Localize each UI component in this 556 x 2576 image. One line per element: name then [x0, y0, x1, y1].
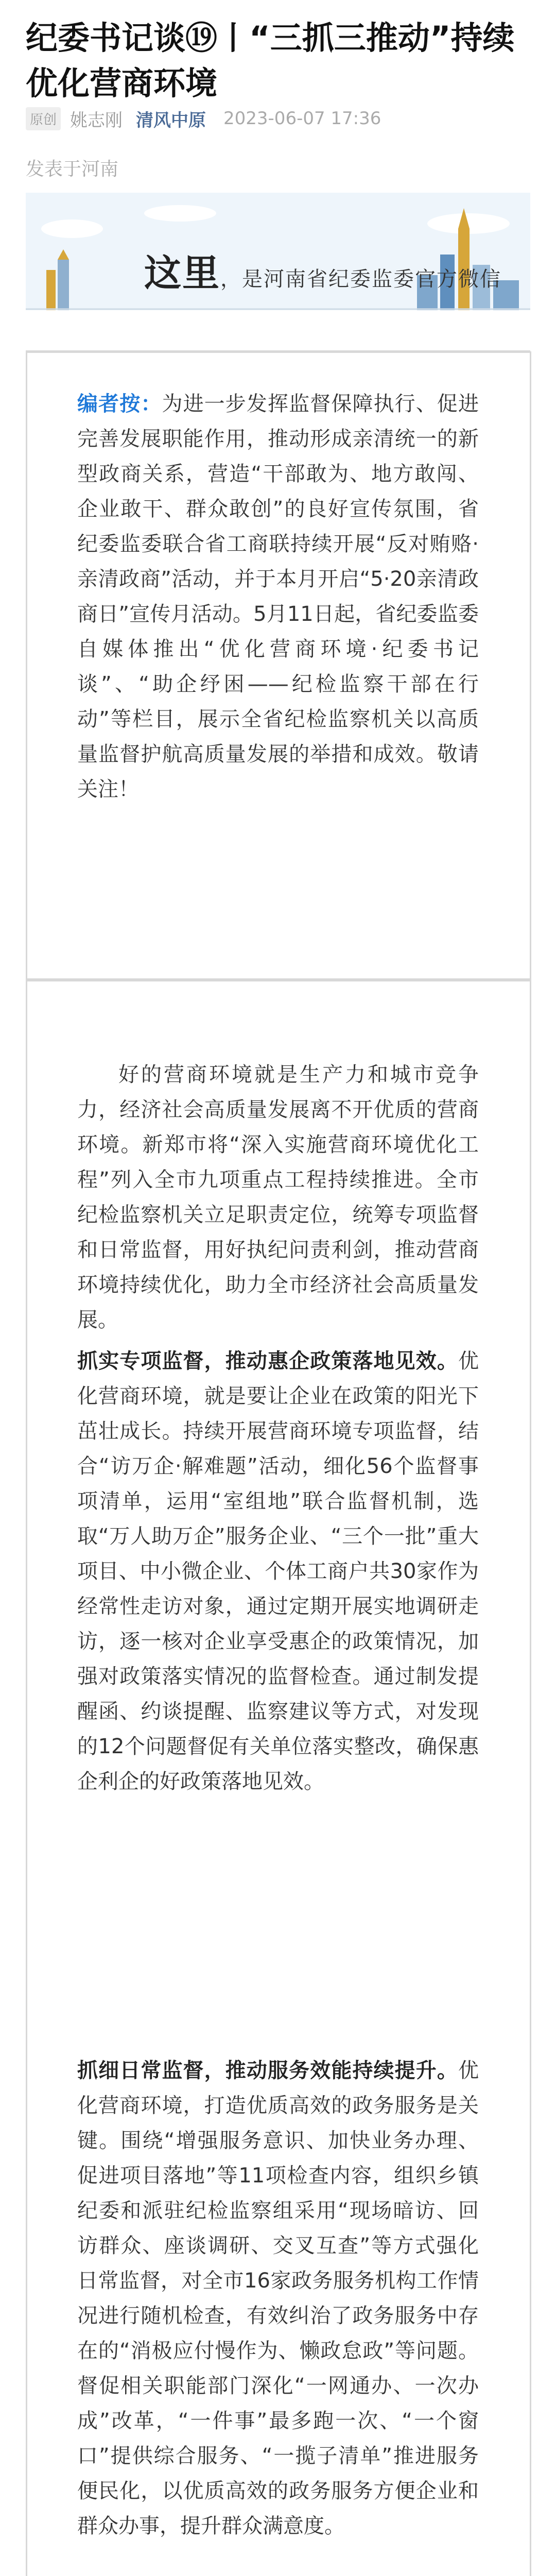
article-meta: [26, 107, 381, 130]
banner-caption-lead: 这里: [144, 251, 221, 295]
section-1-paragraph: [77, 1344, 479, 1799]
section-2-heading: 抓细日常监督，推动服务效能持续提升。: [77, 2059, 458, 2082]
publish-location: 发表于河南: [26, 159, 119, 180]
section-1-heading: 抓实专项监督，推动惠企政策落地见效。: [77, 1349, 458, 1373]
editor-note: [77, 386, 479, 807]
editor-note-text: 为进一步发挥监督保障执行、促进完善发展职能作用，推动形成亲清统一的新型政商关系，营造“干部敢为、地方敢闯、企业敢干、群众敢创”的良好宣传氛围，省纪委监委联合省工商联持续开展“反对贿赂·亲清政商”活动，并于本月开启“5·20亲清政商日”宣传月活动。5月11日起，省纪委监委自媒体推出“优化营商环境·纪委书记谈”、“助企纾困——纪检监察干部在行动”等栏目，展示全省纪检监察机关以高质量监督护航高质量发展的举措和成效。敬请关注！: [77, 392, 479, 801]
editor-note-label: 编者按：: [77, 392, 162, 416]
header-banner: [26, 193, 530, 310]
section-2-text: 优化营商环境，打造优质高效的政务服务是关键。围绕“增强服务意识、加快业务办理、促进项目落地”等11项检查内容，组织乡镇纪委和派驻纪检监察组采用“现场暗访、回访群众、座谈调研、交叉互查”等方式强化日常监督，对全市16家政务服务机构工作情况进行随机检查，有效纠治了政务服务中存在的“消极应付慢作为、懒政怠政”等问题。督促相关职能部门深化“一网通办、一次办成”改革，“一件事”最多跑一次、“一个窗口”提供综合服务、“一揽子清单”推进服务便民化，以优质高效的政务服务方便企业和群众办事，提升群众满意度。: [77, 2059, 479, 2538]
banner-caption-rest: ，是河南省纪委监委官方微信: [220, 267, 502, 291]
banner-caption: [144, 243, 501, 297]
section-1-text: 优化营商环境，就是要让企业在政策的阳光下茁壮成长。持续开展营商环境专项监督，结合“访万企·解难题”活动，细化56个监督事项清单，运用“室组地”联合监督机制，选取“万人助万企”服务企业、“三个一批”重大项目、中小微企业、个体工商户共30家作为经常性走访对象，通过定期开展实地调研走访，逐一核对企业享受惠企的政策情况，加强对政策落实情况的监督检查。通过制发提醒函、约谈提醒、监察建议等方式，对发现的12个问题督促有关单位落实整改，确保惠企利企的好政策落地见效。: [77, 1349, 479, 1793]
publish-date: 2023-06-07 17:36: [223, 108, 381, 129]
intro-paragraph: 好的营商环境就是生产力和城市竞争力，经济社会高质量发展离不开优质的营商环境。新郑市将“深入实施营商环境优化工程”列入全市九项重点工程持续推进。全市纪检监察机关立足职责定位，统筹专项监督和日常监督，用好执纪问责利剑，推动营商环境持续优化，助力全市经济社会高质量发展。: [77, 1063, 479, 1332]
account-link[interactable]: 清风中原: [136, 110, 206, 131]
article-title: 纪委书记谈⑲丨“三抓三推动”持续优化营商环境: [26, 19, 515, 102]
section-2-paragraph: [77, 2053, 479, 2544]
author-name: 姚志刚: [70, 110, 123, 131]
original-badge: 原创: [26, 107, 61, 130]
